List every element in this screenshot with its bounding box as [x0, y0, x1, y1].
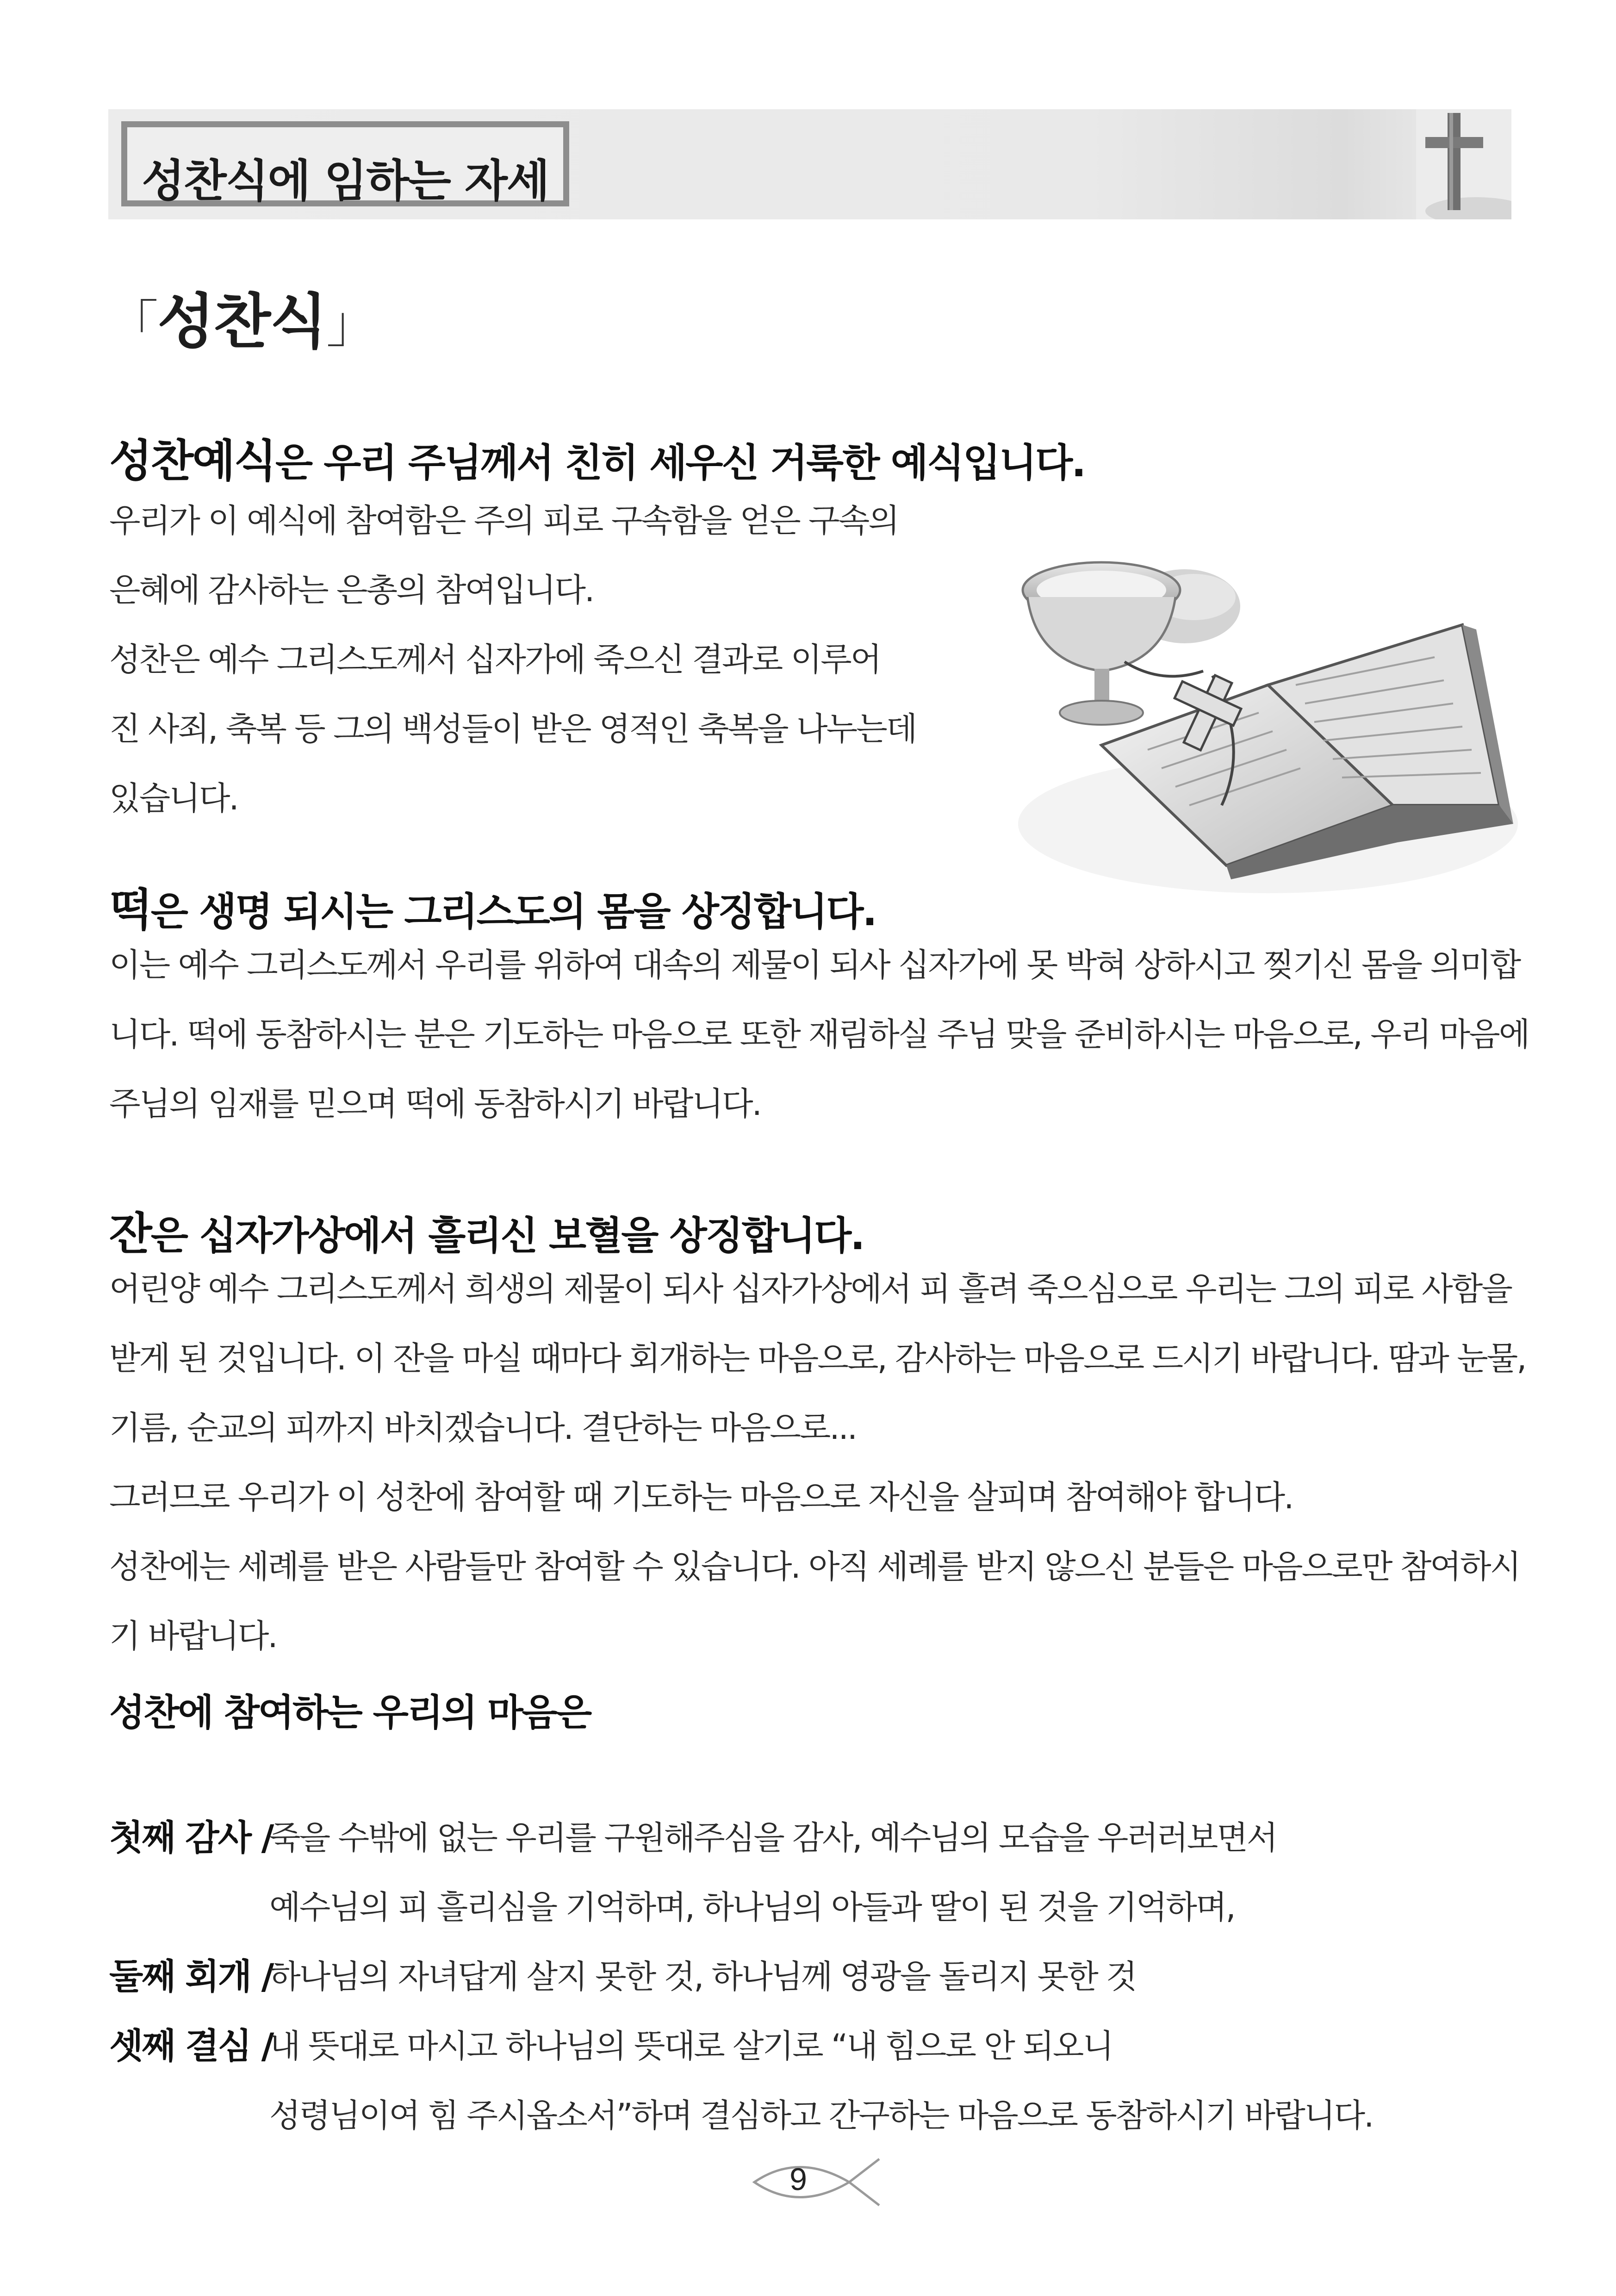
item-text: 예수님의 피 흘리심을 기억하며, 하나님의 아들과 딸이 된 것을 기억하며,: [269, 1888, 1235, 1926]
page-number-badge: [750, 2147, 884, 2217]
paragraph-line: 기름, 순교의 피까지 바치겠습니다. 결단하는 마음으로...: [109, 1409, 857, 1447]
heading-our-heart: 성찬에 참여하는 우리의 마음은: [109, 1691, 591, 1734]
heading-bread-lead: 떡: [109, 884, 151, 936]
item-label: 셋째 결심 /: [109, 2025, 273, 2066]
heading-cup: [109, 1199, 864, 1262]
section-title: [107, 274, 376, 359]
paragraph-line: 어린양 예수 그리스도께서 희생의 제물이 되사 십자가상에서 피 흘려 죽으심으로 우리는 그의 피로 사함을: [109, 1270, 1511, 1308]
heading-eucharist: [109, 426, 1085, 489]
page-title: 성찬식에 임하는 자세: [142, 155, 549, 207]
page-title-box: [121, 121, 569, 206]
paragraph-line: 진 사죄, 축복 등 그의 백성들이 받은 영적인 축복을 나누는데: [109, 710, 916, 748]
heading-bread-rest: 은 생명 되시는 그리스도의 몸을 상징합니다.: [150, 889, 876, 934]
open-bracket: 「: [107, 295, 157, 354]
cross-icon: [1416, 109, 1511, 219]
item-text: 하나님의 자녀답게 살지 못한 것, 하나님께 영광을 돌리지 못한 것: [269, 1958, 1136, 1996]
paragraph-line: 성찬에는 세례를 받은 사람들만 참여할 수 있습니다. 아직 세례를 받지 않으신 분들은 마음으로만 참여하시: [109, 1548, 1520, 1586]
item-label: 둘째 회개 /: [109, 1956, 273, 1997]
paragraph-line: 그러므로 우리가 이 성찬에 참여할 때 기도하는 마음으로 자신을 살피며 참여해야 합니다.: [109, 1478, 1293, 1516]
heading-eucharist-lead: 성찬예식: [109, 435, 275, 487]
heading-cup-lead: 잔: [109, 1208, 151, 1260]
paragraph-cup: [109, 1254, 1526, 1671]
heading-eucharist-rest: 은 우리 주님께서 친히 세우신 거룩한 예식입니다.: [275, 440, 1085, 485]
heading-cup-rest: 은 십자가상에서 흘리신 보혈을 상징합니다.: [150, 1213, 864, 1258]
paragraph-line: 있습니다.: [109, 779, 238, 817]
paragraph-line: 성찬은 예수 그리스도께서 십자가에 죽으신 결과로 이루어: [109, 641, 881, 678]
paragraph-line: 우리가 이 예식에 참여함은 주의 피로 구속함을 얻은 구속의: [109, 502, 898, 540]
heading-bread: [109, 875, 876, 938]
paragraph-line: 받게 된 것입니다. 이 잔을 마실 때마다 회개하는 마음으로, 감사하는 마음으로 드시기 바랍니다. 땀과 눈물,: [109, 1339, 1526, 1377]
item-label: 첫째 감사 /: [109, 1817, 273, 1858]
item-text: 내 뜻대로 마시고 하나님의 뜻대로 살기로 “내 힘으로 안 되오니: [269, 2027, 1113, 2065]
chalice-bible-illustration: [1009, 546, 1523, 898]
item-text: 죽을 수밖에 없는 우리를 구원해주심을 감사, 예수님의 모습을 우러러보면서: [269, 1819, 1277, 1857]
section-title-text: 성찬식: [157, 287, 326, 356]
paragraph-line: 기 바랍니다.: [109, 1617, 277, 1655]
close-bracket: 」: [326, 295, 376, 354]
paragraph-eucharist: [109, 486, 916, 833]
page-number: 9: [789, 2162, 807, 2197]
paragraph-bread: [109, 930, 1529, 1139]
item-text: 성령님이여 힘 주시옵소서”하며 결심하고 간구하는 마음으로 동참하시기 바랍니다.: [269, 2097, 1373, 2134]
paragraph-line: 은혜에 감사하는 은총의 참여입니다.: [109, 571, 594, 609]
paragraph-line: 니다. 떡에 동참하시는 분은 기도하는 마음으로 또한 재림하실 주님 맞을 준비하시는 마음으로, 우리 마음에: [109, 1015, 1529, 1053]
paragraph-line: 주님의 임재를 믿으며 떡에 동참하시기 바랍니다.: [109, 1085, 761, 1123]
paragraph-line: 이는 예수 그리스도께서 우리를 위하여 대속의 제물이 되사 십자가에 못 박혀 상하시고 찢기신 몸을 의미합: [109, 946, 1520, 984]
